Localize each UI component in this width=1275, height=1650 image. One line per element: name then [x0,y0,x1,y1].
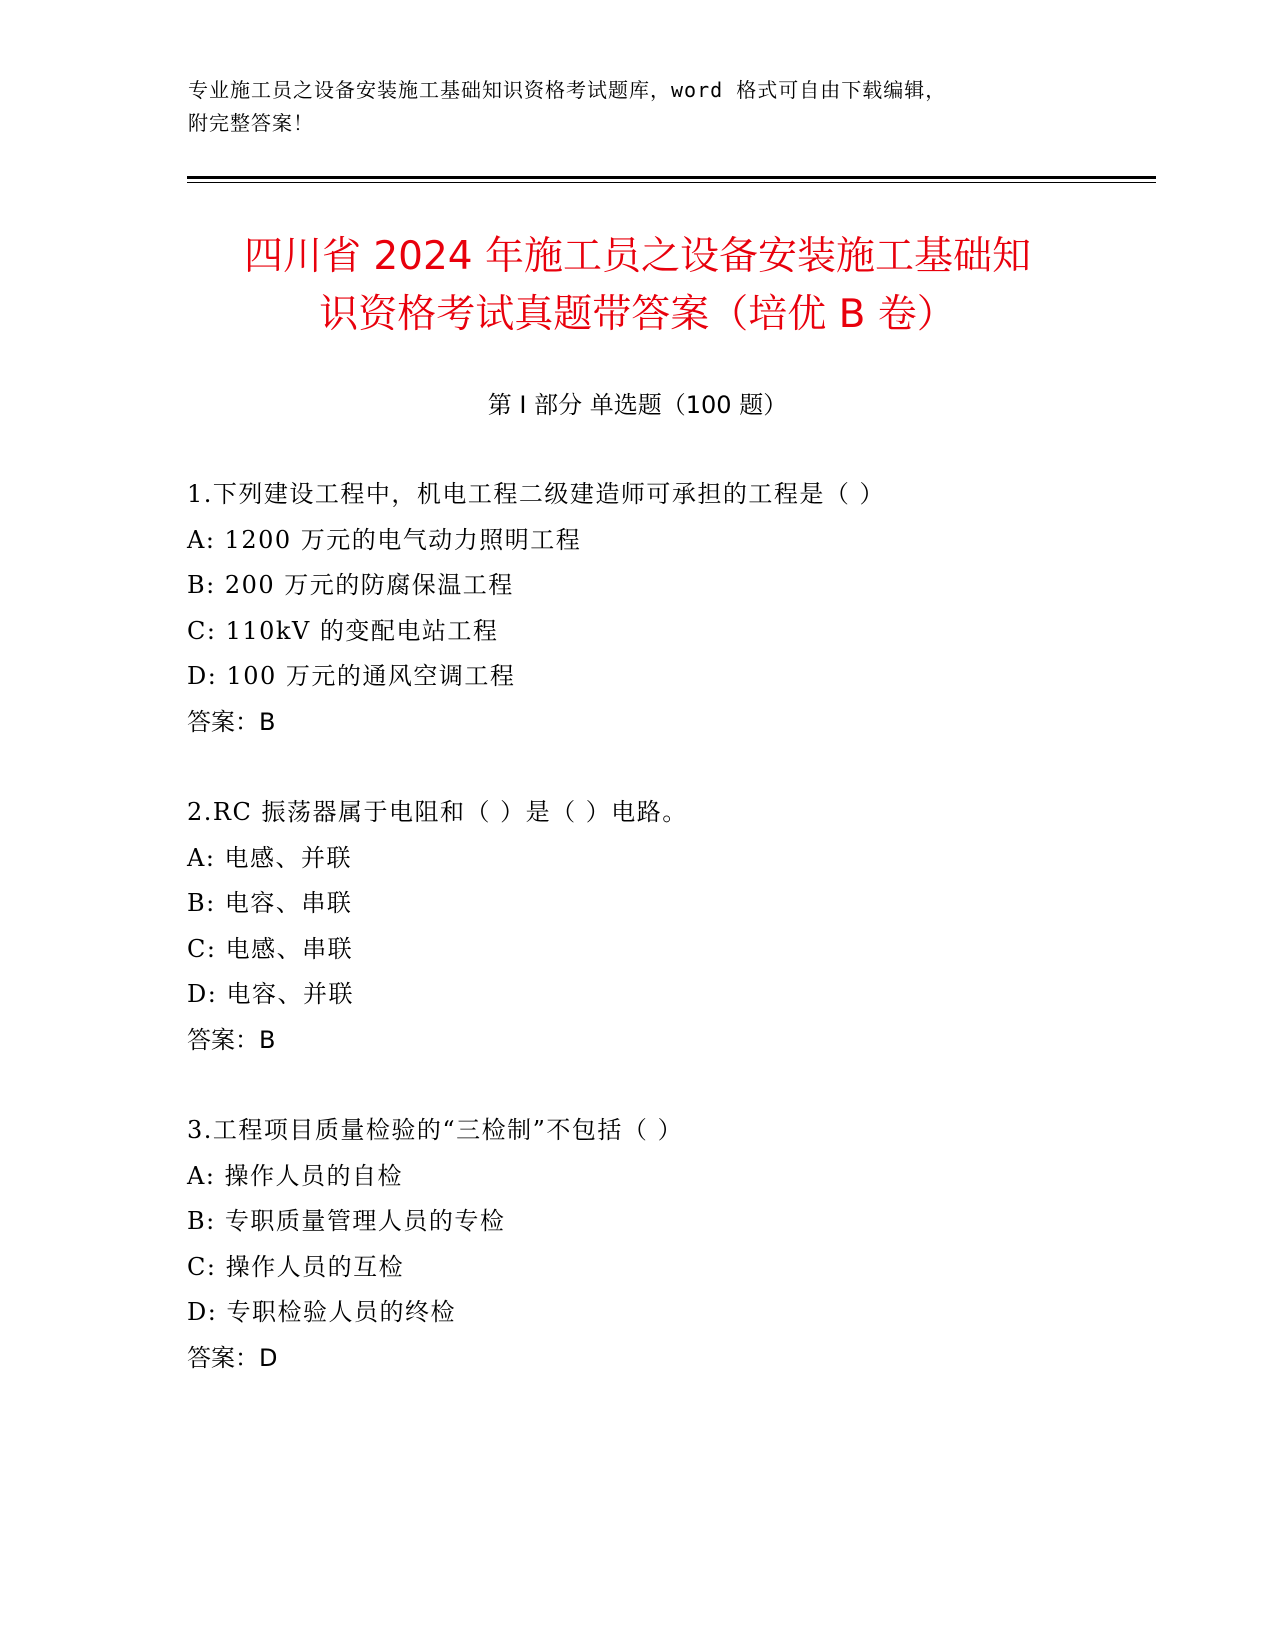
option-b: B: 专职质量管理人员的专检 [187,1207,506,1235]
question-stem: 1.下列建设工程中，机电工程二级建造师可承担的工程是（ ） [187,480,886,508]
question-stem: 3.工程项目质量检验的“三检制”不包括（ ） [187,1116,684,1144]
option-d: D: 电容、并联 [187,980,354,1008]
header-divider-thin [187,182,1156,183]
option-a: A: 电感、并联 [187,843,353,872]
document-title [150,228,1125,344]
answer: 答案：B [187,707,276,736]
header-note-line-2: 附完整答案！ [188,111,314,135]
header-note [188,74,1088,140]
header-note-line-1: 专业施工员之设备安装施工基础知识资格考试题库，word 格式可自由下载编辑， [188,78,947,102]
option-d: D: 专职检验人员的终检 [187,1298,456,1326]
option-a: A: 1200 万元的电气动力照明工程 [187,525,582,554]
option-c: C: 110kV 的变配电站工程 [187,616,499,645]
option-d: D: 100 万元的通风空调工程 [187,662,516,690]
document-title-line-2: 识资格考试真题带答案（培优 B 卷） [319,292,956,337]
question-1 [187,472,1147,745]
option-c: C: 操作人员的互检 [187,1252,405,1281]
option-c: C: 电感、串联 [187,934,354,963]
question-2 [187,790,1147,1063]
question-3 [187,1108,1147,1381]
question-stem: 2.RC 振荡器属于电阻和（ ）是（ ）电路。 [187,798,688,826]
option-a: A: 操作人员的自检 [187,1161,404,1190]
section-heading: 第 I 部分 单选题（100 题） [487,391,788,419]
header-divider-thick [187,176,1156,179]
answer: 答案：D [187,1343,278,1372]
document-title-line-1: 四川省 2024 年施工员之设备安装施工基础知 [243,234,1032,279]
option-b: B: 200 万元的防腐保温工程 [187,571,514,599]
option-b: B: 电容、串联 [187,889,353,917]
answer: 答案：B [187,1025,276,1054]
